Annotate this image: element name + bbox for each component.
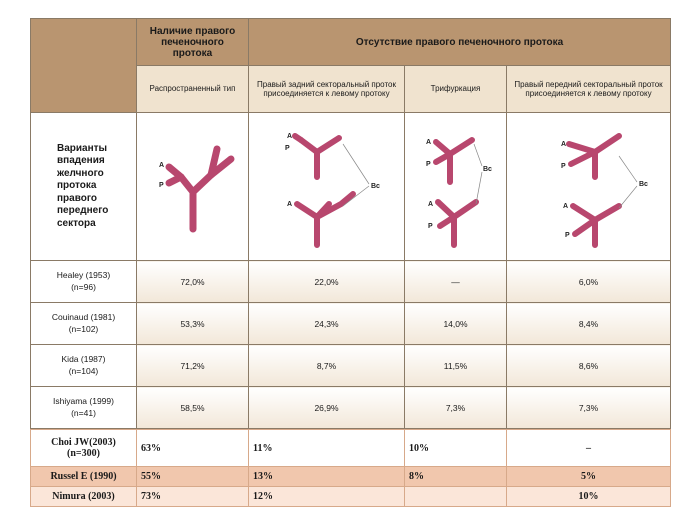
additional-studies-table xyxy=(30,429,671,507)
value-common: 71,2% xyxy=(137,345,249,387)
value-posterior: 26,9% xyxy=(249,387,405,429)
header-corner xyxy=(31,19,137,113)
diagram-common-type xyxy=(137,113,249,261)
label-a: A xyxy=(158,161,164,169)
diagram-anterior-to-left xyxy=(507,113,671,261)
label-p-bottom: P xyxy=(427,222,433,230)
label-a-bottom: A xyxy=(427,200,433,208)
value-posterior: 24,3% xyxy=(249,303,405,345)
value-anterior: 6,0% xyxy=(507,261,671,303)
label-a-top: A xyxy=(560,140,566,148)
study-source: Healey (1953) (n=96) xyxy=(31,261,137,303)
label-bc: Bc xyxy=(638,180,648,188)
study-source: Ishiyama (1999) (n=41) xyxy=(31,387,137,429)
value-common: 53,3% xyxy=(137,303,249,345)
value-anterior: 10% xyxy=(507,487,671,507)
value-trifurcation: 10% xyxy=(405,430,507,467)
bile-duct-common-illustration xyxy=(143,137,243,237)
header-right-duct-absent: Отсутствие правого печеночного протока xyxy=(249,19,671,66)
label-a-bottom: A xyxy=(286,200,292,208)
study-source: Russel E (1990) xyxy=(31,467,137,487)
label-a-top: A xyxy=(425,138,431,146)
value-anterior: 5% xyxy=(507,467,671,487)
value-trifurcation: 7,3% xyxy=(405,387,507,429)
value-anterior: – xyxy=(507,430,671,467)
table-row xyxy=(31,430,671,467)
bile-duct-trifurcation-illustration xyxy=(410,122,502,252)
value-common: 58,5% xyxy=(137,387,249,429)
table-row xyxy=(31,261,671,303)
value-posterior: 22,0% xyxy=(249,261,405,303)
bile-duct-posterior-illustration xyxy=(257,122,397,252)
table-row xyxy=(31,467,671,487)
value-common: 73% xyxy=(137,487,249,507)
value-posterior: 13% xyxy=(249,467,405,487)
bile-duct-anterior-illustration xyxy=(519,122,659,252)
label-p-top: P xyxy=(284,144,290,152)
value-posterior: 11% xyxy=(249,430,405,467)
study-source: Couinaud (1981) (n=102) xyxy=(31,303,137,345)
subheader-anterior-to-left: Правый передний секторальный проток присоединяется к левому протоку xyxy=(507,66,671,113)
value-trifurcation xyxy=(405,487,507,507)
value-common: 63% xyxy=(137,430,249,467)
table-row xyxy=(31,345,671,387)
subheader-posterior-to-left: Правый задний секторальный проток присоединяется к левому протоку xyxy=(249,66,405,113)
value-anterior: 8,6% xyxy=(507,345,671,387)
value-trifurcation: 11,5% xyxy=(405,345,507,387)
study-source: Kida (1987) (n=104) xyxy=(31,345,137,387)
value-trifurcation: 14,0% xyxy=(405,303,507,345)
value-posterior: 8,7% xyxy=(249,345,405,387)
diagram-trifurcation xyxy=(405,113,507,261)
header-right-duct-present: Наличие правого печеночного протока xyxy=(137,19,249,66)
label-bc: Bc xyxy=(370,182,380,190)
value-common: 55% xyxy=(137,467,249,487)
value-anterior: 8,4% xyxy=(507,303,671,345)
study-source: Nimura (2003) xyxy=(31,487,137,507)
label-p-top: P xyxy=(560,162,566,170)
value-posterior: 12% xyxy=(249,487,405,507)
bile-duct-variants-table xyxy=(30,18,671,429)
table-row xyxy=(31,387,671,429)
study-source: Choi JW(2003) (n=300) xyxy=(31,430,137,467)
value-trifurcation: — xyxy=(405,261,507,303)
subheader-trifurcation: Трифуркация xyxy=(405,66,507,113)
value-trifurcation: 8% xyxy=(405,467,507,487)
value-common: 72,0% xyxy=(137,261,249,303)
diagram-posterior-to-left xyxy=(249,113,405,261)
label-a-top: A xyxy=(286,132,292,140)
label-p: P xyxy=(158,181,164,189)
label-a-bottom: A xyxy=(562,202,568,210)
variant-label: Варианты впадения желчного протока правого переднего сектора xyxy=(31,113,137,261)
label-p-bottom: P xyxy=(564,231,570,239)
table-row xyxy=(31,487,671,507)
table-row xyxy=(31,303,671,345)
value-anterior: 7,3% xyxy=(507,387,671,429)
label-p-top: P xyxy=(425,160,431,168)
label-bc: Bc xyxy=(482,165,492,173)
subheader-common-type: Распространенный тип xyxy=(137,66,249,113)
